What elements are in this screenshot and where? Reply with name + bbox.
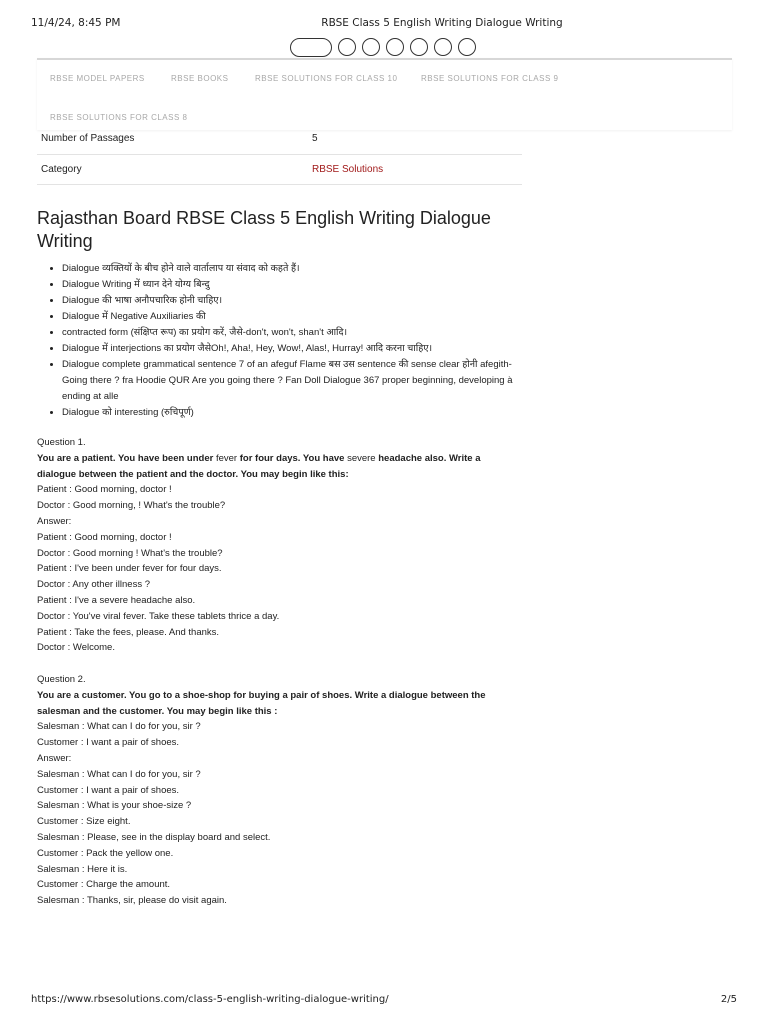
nav-link-class-10[interactable]: RBSE SOLUTIONS FOR CLASS 10	[255, 74, 398, 83]
dialogue-line: Salesman : What can I do for you, sir ?	[37, 768, 201, 780]
dialogue-line: Salesman : What is your shoe-size ?	[37, 800, 192, 812]
list-item: • Dialogue में interjections का प्रयोग जैसेOh!, Aha!, Hey, Wow!, Alas!, Hurray! आदि करना चाहिए।	[62, 341, 522, 357]
dialogue-line: Doctor : Good morning ! What's the trouble?	[37, 547, 223, 559]
list-item: • contracted form (संक्षिप्त रूप) का प्रयोग करें, जैसे-don't, won't, shan't आदि।	[62, 325, 522, 341]
carousel-controls	[290, 37, 482, 57]
dialogue-line: Doctor : Good morning, ! What's the trouble?	[37, 500, 226, 512]
page-title: Rajasthan Board RBSE Class 5 English Writing Dialogue Writing	[37, 208, 491, 251]
question-label: Question 2.	[37, 674, 86, 685]
table-row	[37, 124, 522, 154]
prompt-part: You are a patient. You have been under	[37, 452, 216, 464]
table-row	[37, 154, 522, 184]
list-item: • Dialogue complete grammatical sentence 7 of an afeguf Flame बस उस sentence की sense clear होनी afegith-Going there ? fra Hoodie QUR Are you going there ? Fan Doll Dialogue 367 proper beginning, developing à ending at alle	[62, 357, 522, 405]
table-value: 5	[312, 124, 522, 154]
list-item: • Dialogue में Negative Auxiliaries की	[62, 309, 522, 325]
print-title: RBSE Class 5 English Writing Dialogue Writing	[321, 17, 563, 29]
dialogue-line: Doctor : Welcome.	[37, 642, 115, 654]
dialogue-line: Patient : Take the fees, please. And thanks.	[37, 626, 220, 638]
dialogue-line: Salesman : Thanks, sir, please do visit again.	[37, 895, 227, 907]
page-number: 2/5	[720, 994, 737, 1005]
dialogue-line: Salesman : Here it is.	[37, 863, 128, 875]
carousel-dot-3[interactable]	[386, 38, 404, 56]
dialogue-line: Customer : Size eight.	[37, 816, 131, 828]
prompt-part: severe	[347, 452, 376, 464]
carousel-dot-5[interactable]	[434, 38, 452, 56]
answer-label: Answer:	[37, 752, 72, 764]
question-prompt	[37, 451, 497, 483]
dialogue-line: Customer : I want a pair of shoes.	[37, 737, 180, 749]
tips-list	[62, 261, 522, 421]
dialogue-line: Salesman : What can I do for you, sir ?	[37, 721, 201, 733]
nav-link-books[interactable]: RBSE BOOKS	[171, 74, 229, 83]
dialogue-line: Patient : I've a severe headache also.	[37, 594, 196, 606]
table-value	[312, 154, 522, 184]
dialogue-line: Doctor : Any other illness ?	[37, 579, 150, 591]
dialogue-line: Customer : Charge the amount.	[37, 879, 171, 891]
carousel-dot-6[interactable]	[458, 38, 476, 56]
category-link[interactable]: RBSE Solutions	[312, 163, 384, 175]
nav-link-class-9[interactable]: RBSE SOLUTIONS FOR CLASS 9	[421, 74, 559, 83]
table-key: Category	[37, 154, 312, 184]
dialogue-line: Patient : Good morning, doctor !	[37, 531, 172, 543]
table-key: Number of Passages	[37, 124, 312, 154]
question-1-block	[37, 435, 497, 656]
dialogue-line: Patient : I've been under fever for four days.	[37, 563, 222, 575]
prompt-part: headache also. Write a dialogue between the patient and the doctor. You may begin like this:	[37, 452, 481, 480]
dialogue-line: Customer : I want a pair of shoes.	[37, 784, 180, 796]
carousel-dot-4[interactable]	[410, 38, 428, 56]
question-label: Question 1.	[37, 437, 86, 448]
page-url: https://www.rbsesolutions.com/class-5-english-writing-dialogue-writing/	[31, 994, 389, 1005]
question-prompt: You are a customer. You go to a shoe-shop for buying a pair of shoes. Write a dialogue between the salesman and the customer. You may begin like this :	[37, 689, 486, 717]
dialogue-line: Patient : Good morning, doctor !	[37, 484, 172, 496]
carousel-pill-button[interactable]	[290, 38, 332, 57]
info-table	[37, 124, 522, 185]
list-item: • Dialogue Writing में ध्यान देने योग्य बिन्दु	[62, 277, 522, 293]
print-timestamp: 11/4/24, 8:45 PM	[31, 17, 121, 29]
list-item: • Dialogue व्यक्तियों के बीच होने वाले वार्तालाप या संवाद को कहते हैं।	[62, 261, 522, 277]
nav-link-class-8[interactable]: RBSE SOLUTIONS FOR CLASS 8	[50, 113, 188, 122]
answer-label: Answer:	[37, 515, 72, 527]
prompt-part: for four days. You have	[237, 452, 348, 464]
list-item: • Dialogue की भाषा अनौपचारिक होनी चाहिए।	[62, 293, 522, 309]
prompt-part: fever	[215, 452, 238, 464]
carousel-dot-1[interactable]	[338, 38, 356, 56]
site-nav-bar	[37, 58, 732, 130]
question-2-block	[37, 672, 497, 909]
nav-link-model-papers[interactable]: RBSE MODEL PAPERS	[50, 74, 145, 83]
dialogue-line: Doctor : You've viral fever. Take these tablets thrice a day.	[37, 610, 280, 622]
dialogue-line: Customer : Pack the yellow one.	[37, 847, 174, 859]
dialogue-line: Salesman : Please, see in the display board and select.	[37, 831, 271, 843]
carousel-dot-2[interactable]	[362, 38, 380, 56]
print-header	[0, 0, 768, 30]
list-item: • Dialogue को interesting (रुचिपूर्ण)	[62, 405, 522, 421]
